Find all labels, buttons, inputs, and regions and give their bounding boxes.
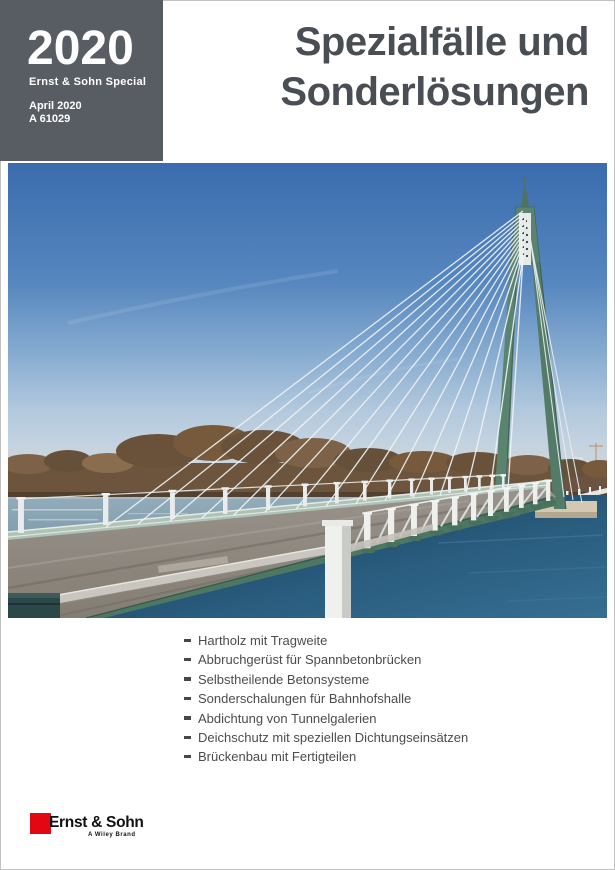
square-bullet-icon	[184, 755, 191, 759]
topic-item	[184, 747, 468, 766]
topic-item	[184, 728, 468, 747]
cover-title-line1: Spezialfälle und	[294, 20, 589, 64]
topic-item	[184, 650, 468, 669]
topic-label: Abdichtung von Tunnelgalerien	[198, 710, 377, 726]
square-bullet-icon	[184, 639, 191, 643]
issue-info-panel	[0, 0, 163, 161]
topic-label: Deichschutz mit speziellen Dichtungseinsätzen	[198, 730, 469, 746]
cover-photo	[8, 163, 607, 618]
publisher-logo	[30, 811, 170, 845]
cover-title	[280, 17, 589, 117]
wiley-red-square-icon	[30, 813, 51, 834]
brand-label: Ernst & Sohn Special	[29, 76, 147, 88]
issue-date-block	[29, 100, 82, 125]
topic-label: Abbruchgerüst für Spannbetonbrücken	[198, 652, 422, 668]
topic-item	[184, 689, 468, 708]
cover-title-line2: Sonderlösungen	[280, 70, 589, 114]
square-bullet-icon	[184, 716, 191, 720]
issue-code-label: A 61029	[29, 112, 71, 125]
square-bullet-icon	[184, 736, 191, 740]
year-label: 2020	[27, 22, 134, 75]
topic-item	[184, 709, 468, 728]
square-bullet-icon	[184, 677, 191, 681]
publisher-name: Ernst & Sohn	[49, 814, 144, 831]
material-stack	[8, 593, 60, 618]
topic-label: Brückenbau mit Fertigteilen	[198, 749, 357, 765]
topic-item	[184, 670, 468, 689]
topic-label: Sonderschalungen für Bahnhofshalle	[198, 691, 412, 707]
topic-item	[184, 631, 468, 650]
square-bullet-icon	[184, 697, 191, 701]
topic-label: Selbstheilende Betonsysteme	[198, 671, 370, 687]
topics-list	[184, 631, 468, 767]
foreground-post	[322, 520, 353, 618]
issue-date-label: April 2020	[29, 100, 82, 112]
topic-label: Hartholz mit Tragweite	[198, 633, 328, 648]
square-bullet-icon	[184, 658, 191, 662]
bridge-photo-illustration	[8, 163, 607, 618]
publisher-tagline: A Wiley Brand	[88, 832, 136, 838]
